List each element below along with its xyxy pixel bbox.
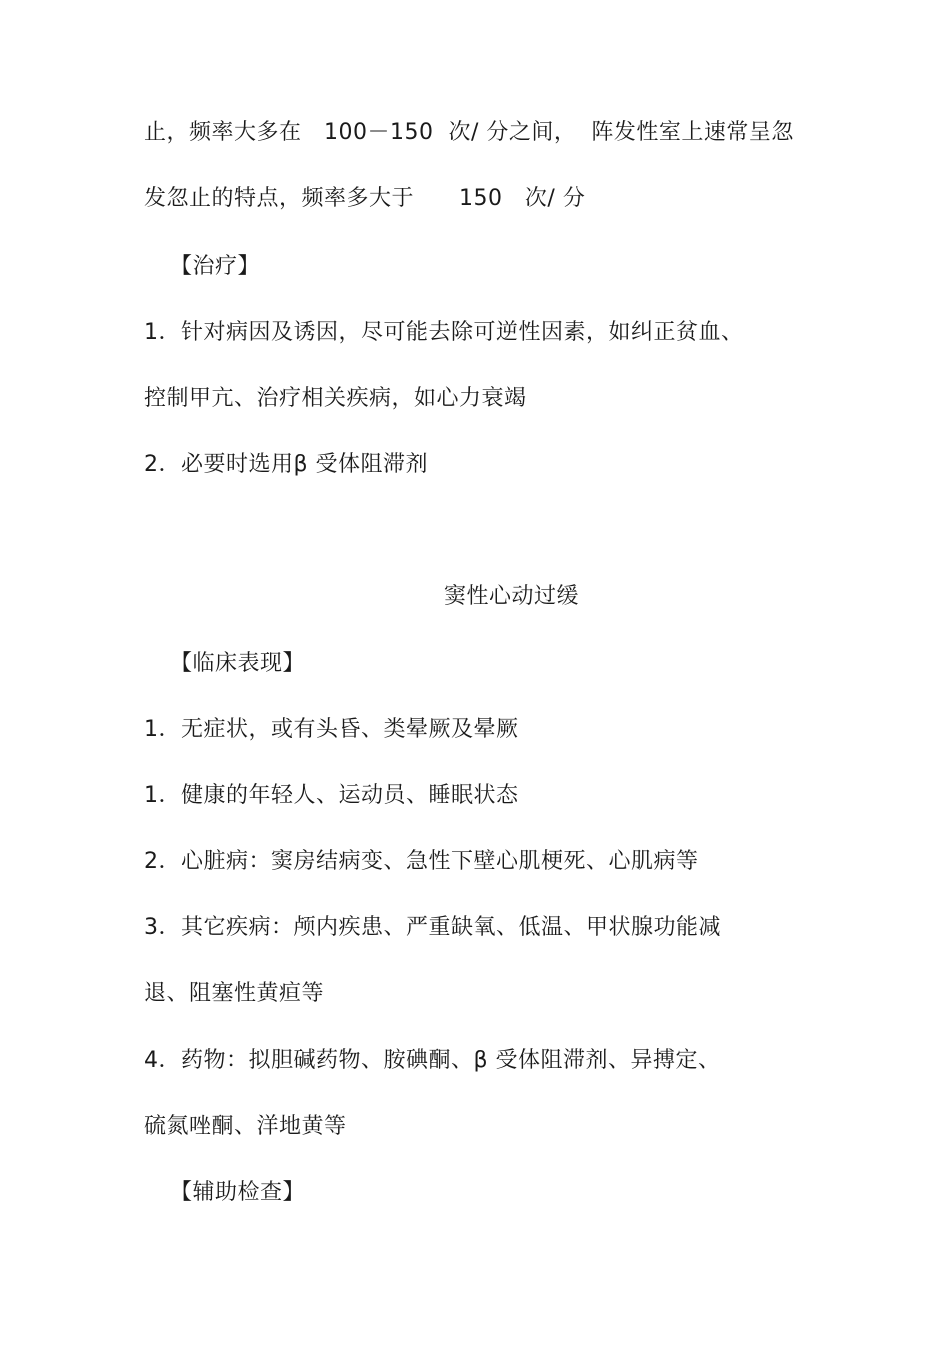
paragraph-line: 发忽止的特点，频率多大于 150 次/ 分 xyxy=(144,186,586,211)
list-item: 1．无症状，或有头昏、类晕厥及晕厥 xyxy=(144,717,519,742)
list-item: 3．其它疾病：颅内疾患、严重缺氧、低温、甲状腺功能减 xyxy=(144,915,721,940)
list-item: 2．心脏病：窦房结病变、急性下壁心肌梗死、心肌病等 xyxy=(144,849,699,874)
list-item-continuation: 退、阻塞性黄疸等 xyxy=(144,981,325,1006)
list-item: 2．必要时选用β 受体阻滞剂 xyxy=(144,452,429,477)
section-heading-auxiliary: 【辅助检查】 xyxy=(170,1180,306,1205)
page-title: 窦性心动过缓 xyxy=(444,584,580,609)
list-item-continuation: 硫氮唑酮、洋地黄等 xyxy=(144,1114,347,1139)
paragraph-line: 止，频率大多在 100－150 次/ 分之间， 阵发性室上速常呈忽 xyxy=(144,120,794,145)
list-item: 4．药物：拟胆碱药物、胺碘酮、β 受体阻滞剂、异搏定、 xyxy=(144,1048,721,1073)
list-item: 1．针对病因及诱因，尽可能去除可逆性因素，如纠正贫血、 xyxy=(144,320,744,345)
section-heading-treatment: 【治疗】 xyxy=(170,254,261,279)
section-heading-clinical: 【临床表现】 xyxy=(170,651,306,676)
list-item-continuation: 控制甲亢、治疗相关疾病，如心力衰竭 xyxy=(144,386,527,411)
list-item: 1．健康的年轻人、运动员、睡眠状态 xyxy=(144,783,519,808)
